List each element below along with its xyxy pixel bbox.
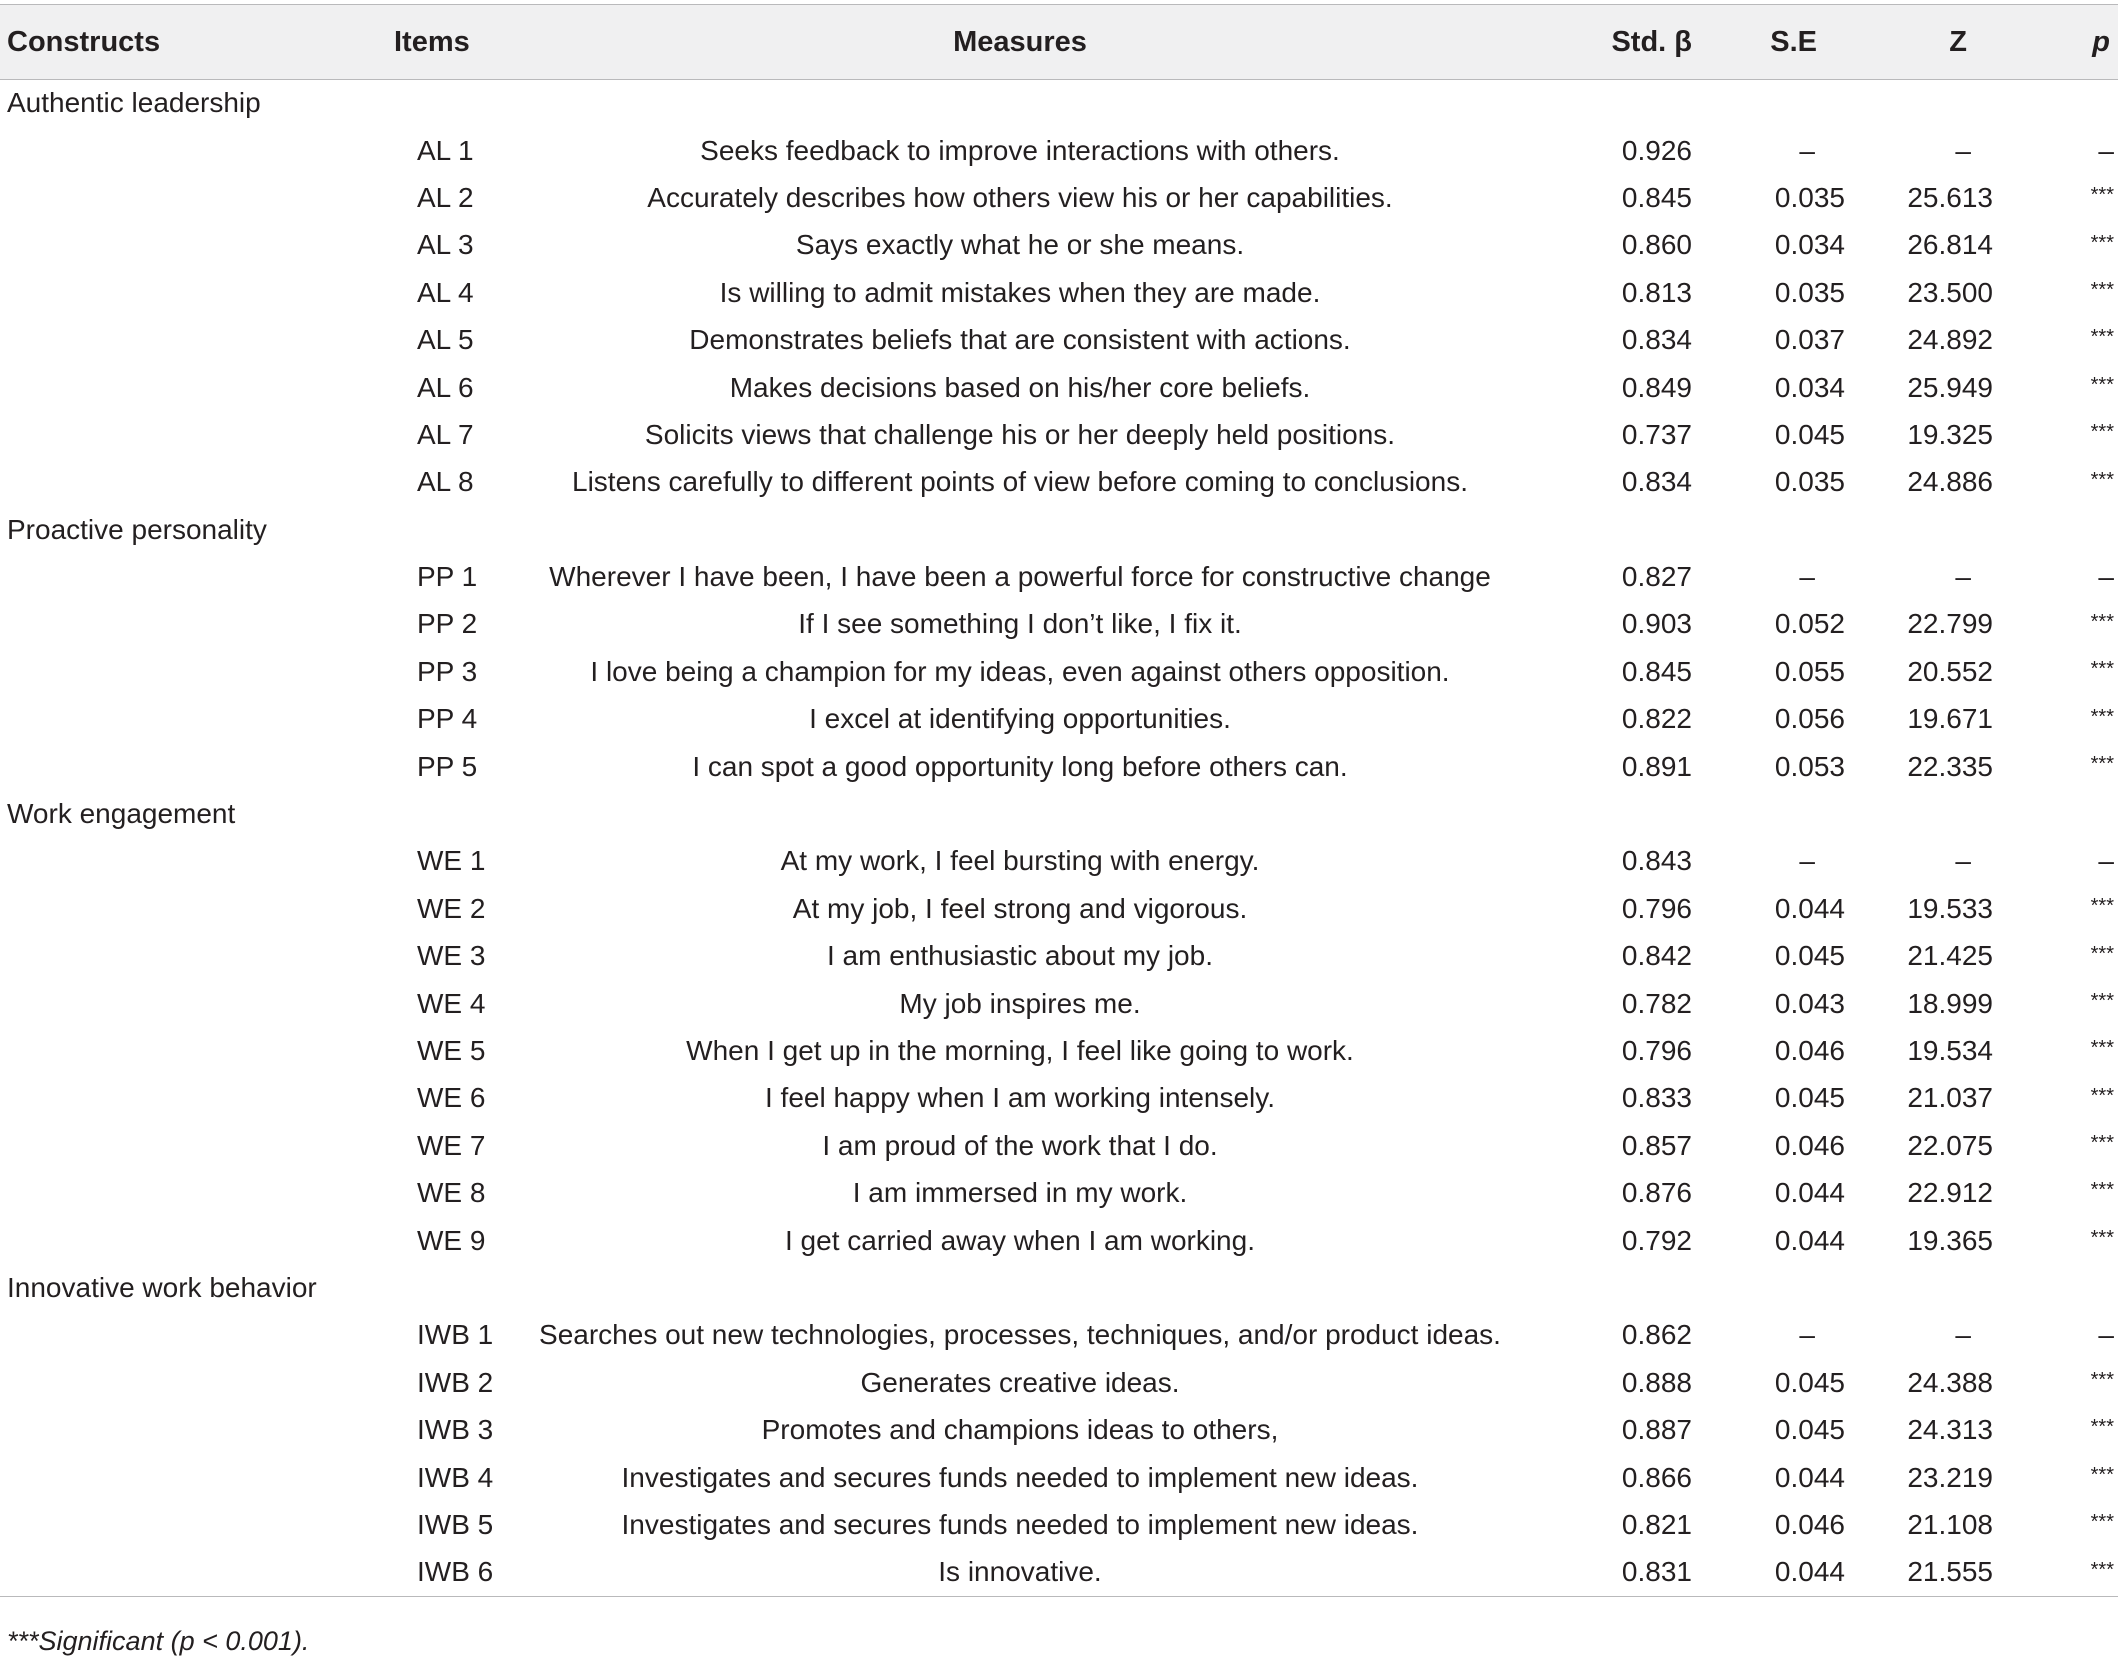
construct-name: Authentic leadership — [7, 87, 261, 119]
table-footnote: ***Significant (p < 0.001). — [7, 1626, 310, 1656]
measure-text: When I get up in the morning, I feel like going to work. — [686, 1035, 1354, 1066]
p-significance: *** — [2090, 279, 2114, 302]
std-beta-value: 0.891 — [1621, 750, 1692, 782]
item-code: IWB 3 — [417, 1414, 494, 1446]
empty-cell — [1845, 790, 2015, 837]
z-value: 22.799 — [1907, 608, 1993, 640]
se-value: – — [1799, 561, 1815, 593]
se-value: – — [1799, 1319, 1815, 1351]
z-value: 23.500 — [1907, 276, 1993, 308]
p-significance: *** — [2090, 1558, 2114, 1581]
measure-text: I excel at identifying opportunities. — [809, 703, 1231, 735]
empty-cell — [0, 1501, 370, 1548]
std-beta-value: 0.862 — [1621, 1319, 1692, 1351]
p-significance: – — [2098, 845, 2114, 877]
z-value: 26.814 — [1907, 229, 1993, 261]
header-z: Z — [1949, 25, 1967, 58]
empty-cell — [500, 1264, 1540, 1311]
empty-cell — [0, 1217, 370, 1264]
item-code: WE 8 — [417, 1177, 486, 1209]
p-significance: *** — [2090, 1084, 2114, 1107]
z-value: 24.388 — [1907, 1366, 1993, 1398]
table-row — [0, 459, 2118, 506]
table-row — [0, 980, 2118, 1027]
measure-text: I get carried away when I am working. — [785, 1224, 1255, 1256]
se-value: 0.044 — [1774, 892, 1845, 924]
empty-cell — [1700, 506, 1845, 553]
se-value: 0.044 — [1774, 1556, 1845, 1588]
construct-row — [0, 80, 2118, 127]
z-value: 22.912 — [1907, 1177, 1993, 1209]
empty-cell — [1845, 80, 2015, 127]
p-significance: *** — [2090, 989, 2114, 1012]
measure-text: Makes decisions based on his/her core beliefs. — [729, 371, 1311, 403]
table-row — [0, 1075, 2118, 1122]
measure-text: Is innovative. — [938, 1556, 1102, 1588]
empty-cell — [1700, 1264, 1845, 1311]
measure-text: At my work, I feel bursting with energy. — [780, 845, 1260, 877]
empty-cell — [0, 601, 370, 648]
z-value: 21.555 — [1907, 1556, 1993, 1588]
p-significance: – — [2098, 134, 2114, 166]
p-significance: *** — [2090, 1226, 2114, 1249]
header-measures: Measures — [953, 25, 1087, 58]
table-row — [0, 933, 2118, 980]
se-value: 0.046 — [1774, 1508, 1845, 1540]
empty-cell — [0, 1075, 370, 1122]
p-significance: *** — [2090, 1463, 2114, 1486]
empty-cell — [0, 269, 370, 316]
std-beta-value: 0.813 — [1621, 276, 1692, 308]
measure-text: If I see something I don’t like, I fix it. — [798, 608, 1242, 640]
item-code: AL 7 — [417, 418, 474, 450]
empty-cell — [1540, 790, 1700, 837]
empty-cell — [370, 790, 500, 837]
empty-cell — [0, 838, 370, 885]
z-value: 23.219 — [1907, 1461, 1993, 1493]
p-significance: *** — [2090, 231, 2114, 254]
se-value: 0.046 — [1774, 1035, 1845, 1066]
item-code: WE 7 — [417, 1129, 486, 1161]
empty-cell — [370, 506, 500, 553]
table-row — [0, 1359, 2118, 1406]
construct-name: Proactive personality — [7, 513, 267, 545]
empty-cell — [2015, 80, 2118, 127]
item-code: AL 1 — [417, 134, 474, 166]
item-code: AL 2 — [417, 181, 474, 213]
se-value: 0.053 — [1774, 750, 1845, 782]
item-code: AL 3 — [417, 229, 474, 261]
std-beta-value: 0.845 — [1621, 655, 1692, 687]
measure-text: At my job, I feel strong and vigorous. — [792, 892, 1248, 924]
table-row — [0, 411, 2118, 458]
measure-text: Is willing to admit mistakes when they are made. — [719, 276, 1321, 308]
empty-cell — [1540, 80, 1700, 127]
z-value: 22.335 — [1907, 750, 1993, 782]
p-significance: *** — [2090, 1416, 2114, 1439]
se-value: 0.045 — [1774, 1366, 1845, 1398]
std-beta-value: 0.831 — [1621, 1556, 1692, 1588]
p-significance: *** — [2090, 895, 2114, 918]
se-value: 0.035 — [1774, 466, 1845, 498]
p-significance: *** — [2090, 1369, 2114, 1392]
se-value: 0.035 — [1774, 181, 1845, 213]
p-significance: *** — [2090, 468, 2114, 491]
std-beta-value: 0.857 — [1621, 1129, 1692, 1161]
table-header — [0, 5, 2118, 80]
p-significance: *** — [2090, 1511, 2114, 1534]
header-p: p — [2092, 25, 2110, 58]
empty-cell — [500, 790, 1540, 837]
item-code: IWB 6 — [417, 1556, 494, 1588]
p-significance: *** — [2090, 752, 2114, 775]
item-code: IWB 4 — [417, 1461, 494, 1493]
item-code: PP 3 — [417, 655, 478, 687]
se-value: 0.035 — [1774, 276, 1845, 308]
empty-cell — [1540, 506, 1700, 553]
table-row — [0, 1406, 2118, 1453]
p-significance: *** — [2090, 1132, 2114, 1155]
z-value: 20.552 — [1907, 655, 1993, 687]
se-value: 0.034 — [1774, 371, 1845, 403]
measure-text: Wherever I have been, I have been a powerful force for constructive change — [549, 561, 1491, 593]
std-beta-value: 0.887 — [1621, 1414, 1692, 1446]
std-beta-value: 0.737 — [1621, 418, 1692, 450]
item-code: WE 4 — [417, 987, 486, 1019]
construct-row — [0, 790, 2118, 837]
empty-cell — [0, 648, 370, 695]
header-se: S.E — [1770, 25, 1817, 58]
se-value: 0.045 — [1774, 940, 1845, 972]
empty-cell — [0, 1027, 370, 1074]
empty-cell — [0, 364, 370, 411]
z-value: 25.949 — [1907, 371, 1993, 403]
item-code: IWB 5 — [417, 1508, 494, 1540]
empty-cell — [1845, 506, 2015, 553]
empty-cell — [0, 174, 370, 221]
empty-cell — [0, 553, 370, 600]
construct-name: Work engagement — [7, 798, 236, 830]
table-row — [0, 743, 2118, 790]
empty-cell — [2015, 1264, 2118, 1311]
measure-text: Demonstrates beliefs that are consistent with actions. — [689, 324, 1351, 356]
table-row — [0, 553, 2118, 600]
p-significance: *** — [2090, 942, 2114, 965]
table-row — [0, 222, 2118, 269]
se-value: 0.045 — [1774, 1082, 1845, 1114]
empty-cell — [1540, 1264, 1700, 1311]
std-beta-value: 0.876 — [1621, 1177, 1692, 1209]
p-significance: *** — [2090, 1179, 2114, 1202]
measure-text: Listens carefully to different points of view before coming to conclusions. — [572, 466, 1468, 498]
construct-row — [0, 506, 2118, 553]
empty-cell — [0, 127, 370, 174]
se-value: 0.044 — [1774, 1224, 1845, 1256]
std-beta-value: 0.834 — [1621, 466, 1692, 498]
item-code: PP 5 — [417, 750, 478, 782]
empty-cell — [0, 885, 370, 932]
measure-text: Investigates and secures funds needed to implement new ideas. — [621, 1461, 1419, 1493]
z-value: – — [1955, 1319, 1971, 1351]
table-row — [0, 127, 2118, 174]
table-row — [0, 1454, 2118, 1501]
item-code: IWB 2 — [417, 1366, 494, 1398]
empty-cell — [0, 222, 370, 269]
table-row — [0, 269, 2118, 316]
empty-cell — [0, 411, 370, 458]
z-value: 18.999 — [1907, 987, 1993, 1019]
std-beta-value: 0.888 — [1621, 1366, 1692, 1398]
z-value: 24.313 — [1907, 1414, 1993, 1446]
empty-cell — [0, 1549, 370, 1596]
empty-cell — [0, 1359, 370, 1406]
measure-text: I feel happy when I am working intensely. — [765, 1082, 1275, 1114]
empty-cell — [0, 1406, 370, 1453]
empty-cell — [0, 1169, 370, 1216]
item-code: WE 2 — [417, 892, 486, 924]
p-significance: – — [2098, 561, 2114, 593]
se-value: – — [1799, 134, 1815, 166]
p-significance: *** — [2090, 1037, 2114, 1060]
std-beta-value: 0.821 — [1621, 1508, 1692, 1540]
se-value: 0.034 — [1774, 229, 1845, 261]
z-value: 19.671 — [1907, 703, 1993, 735]
table-row — [0, 1549, 2118, 1596]
empty-cell — [2015, 506, 2118, 553]
item-code: WE 6 — [417, 1082, 486, 1114]
measure-text: Accurately describes how others view his or her capabilities. — [647, 181, 1393, 213]
measurement-table — [0, 4, 2118, 1597]
item-code: AL 8 — [417, 466, 474, 498]
empty-cell — [0, 980, 370, 1027]
measure-text: My job inspires me. — [899, 987, 1141, 1019]
measure-text: Seeks feedback to improve interactions with others. — [700, 134, 1340, 166]
table-body — [0, 80, 2118, 1597]
se-value: 0.056 — [1774, 703, 1845, 735]
z-value: 25.613 — [1907, 181, 1993, 213]
se-value: 0.044 — [1774, 1177, 1845, 1209]
std-beta-value: 0.860 — [1621, 229, 1692, 261]
z-value: – — [1955, 561, 1971, 593]
table-row — [0, 174, 2118, 221]
p-significance: *** — [2090, 658, 2114, 681]
empty-cell — [0, 1312, 370, 1359]
std-beta-value: 0.845 — [1621, 181, 1692, 213]
empty-cell — [0, 1454, 370, 1501]
table-row — [0, 648, 2118, 695]
se-value: 0.044 — [1774, 1461, 1845, 1493]
item-code: WE 5 — [417, 1035, 486, 1066]
measure-text: Investigates and secures funds needed to implement new ideas. — [621, 1508, 1419, 1540]
measure-text: I am enthusiastic about my job. — [827, 940, 1213, 972]
z-value: 19.325 — [1907, 418, 1993, 450]
empty-cell — [0, 316, 370, 363]
measure-text: Says exactly what he or she means. — [795, 229, 1245, 261]
item-code: IWB 1 — [417, 1319, 494, 1351]
empty-cell — [0, 1122, 370, 1169]
item-code: PP 2 — [417, 608, 478, 640]
empty-cell — [370, 80, 500, 127]
p-significance: *** — [2090, 610, 2114, 633]
std-beta-value: 0.834 — [1621, 324, 1692, 356]
p-significance: *** — [2090, 421, 2114, 444]
p-significance: *** — [2090, 373, 2114, 396]
item-code: WE 1 — [417, 845, 486, 877]
se-value: 0.052 — [1774, 608, 1845, 640]
p-significance: – — [2098, 1319, 2114, 1351]
z-value: 19.365 — [1907, 1224, 1993, 1256]
se-value: 0.037 — [1774, 324, 1845, 356]
std-beta-value: 0.926 — [1621, 134, 1692, 166]
empty-cell — [2015, 790, 2118, 837]
construct-row — [0, 1264, 2118, 1311]
empty-cell — [0, 743, 370, 790]
se-value: 0.046 — [1774, 1129, 1845, 1161]
z-value: 19.533 — [1907, 892, 1993, 924]
empty-cell — [0, 933, 370, 980]
table-row — [0, 364, 2118, 411]
std-beta-value: 0.843 — [1621, 845, 1692, 877]
table-row — [0, 316, 2118, 363]
p-significance: *** — [2090, 705, 2114, 728]
p-significance: *** — [2090, 326, 2114, 349]
empty-cell — [0, 696, 370, 743]
se-value: 0.045 — [1774, 1414, 1845, 1446]
empty-cell — [1700, 790, 1845, 837]
table-row — [0, 1122, 2118, 1169]
z-value: 24.886 — [1907, 466, 1993, 498]
measure-text: I can spot a good opportunity long before others can. — [692, 750, 1348, 782]
table-row — [0, 838, 2118, 885]
item-code: AL 5 — [417, 324, 474, 356]
p-significance: *** — [2090, 184, 2114, 207]
measure-text: I am proud of the work that I do. — [822, 1129, 1218, 1161]
item-code: WE 3 — [417, 940, 486, 972]
measure-text: Searches out new technologies, processes, techniques, and/or product ideas. — [539, 1319, 1501, 1351]
std-beta-value: 0.796 — [1621, 892, 1692, 924]
item-code: PP 1 — [417, 561, 478, 593]
se-value: 0.055 — [1774, 655, 1845, 687]
header-std-beta: Std. β — [1611, 25, 1692, 58]
z-value: 24.892 — [1907, 324, 1993, 356]
header-constructs: Constructs — [7, 25, 161, 58]
empty-cell — [0, 459, 370, 506]
table-row — [0, 1312, 2118, 1359]
empty-cell — [370, 1264, 500, 1311]
std-beta-value: 0.842 — [1621, 940, 1692, 972]
table-row — [0, 1169, 2118, 1216]
measure-text: Promotes and champions ideas to others, — [761, 1414, 1279, 1446]
item-code: PP 4 — [417, 703, 478, 735]
z-value: 21.425 — [1907, 940, 1993, 972]
measure-text: Generates creative ideas. — [860, 1366, 1180, 1398]
empty-cell — [500, 80, 1540, 127]
table-row — [0, 1217, 2118, 1264]
z-value: – — [1955, 845, 1971, 877]
std-beta-value: 0.849 — [1621, 371, 1692, 403]
se-value: 0.043 — [1774, 987, 1845, 1019]
std-beta-value: 0.782 — [1621, 987, 1692, 1019]
empty-cell — [1845, 1264, 2015, 1311]
std-beta-value: 0.796 — [1621, 1035, 1692, 1066]
table-row — [0, 1501, 2118, 1548]
table-row — [0, 1027, 2118, 1074]
std-beta-value: 0.822 — [1621, 703, 1692, 735]
std-beta-value: 0.833 — [1621, 1082, 1692, 1114]
header-items: Items — [394, 25, 470, 58]
construct-name: Innovative work behavior — [7, 1271, 317, 1303]
header-row — [0, 5, 2118, 80]
table-row — [0, 601, 2118, 648]
z-value: 22.075 — [1907, 1129, 1993, 1161]
measure-text: Solicits views that challenge his or her deeply held positions. — [644, 418, 1396, 450]
item-code: AL 6 — [417, 371, 474, 403]
se-value: – — [1799, 845, 1815, 877]
z-value: – — [1955, 134, 1971, 166]
table-row — [0, 696, 2118, 743]
empty-cell — [500, 506, 1540, 553]
std-beta-value: 0.866 — [1621, 1461, 1692, 1493]
std-beta-value: 0.903 — [1621, 608, 1692, 640]
measure-text: I am immersed in my work. — [852, 1177, 1188, 1209]
z-value: 21.037 — [1907, 1082, 1993, 1114]
item-code: WE 9 — [417, 1224, 486, 1256]
empty-cell — [1700, 80, 1845, 127]
z-value: 19.534 — [1907, 1035, 1993, 1066]
std-beta-value: 0.792 — [1621, 1224, 1692, 1256]
item-code: AL 4 — [417, 276, 474, 308]
se-value: 0.045 — [1774, 418, 1845, 450]
measure-text: I love being a champion for my ideas, even against others opposition. — [590, 655, 1450, 687]
std-beta-value: 0.827 — [1621, 561, 1692, 593]
table-row — [0, 885, 2118, 932]
z-value: 21.108 — [1907, 1508, 1993, 1540]
